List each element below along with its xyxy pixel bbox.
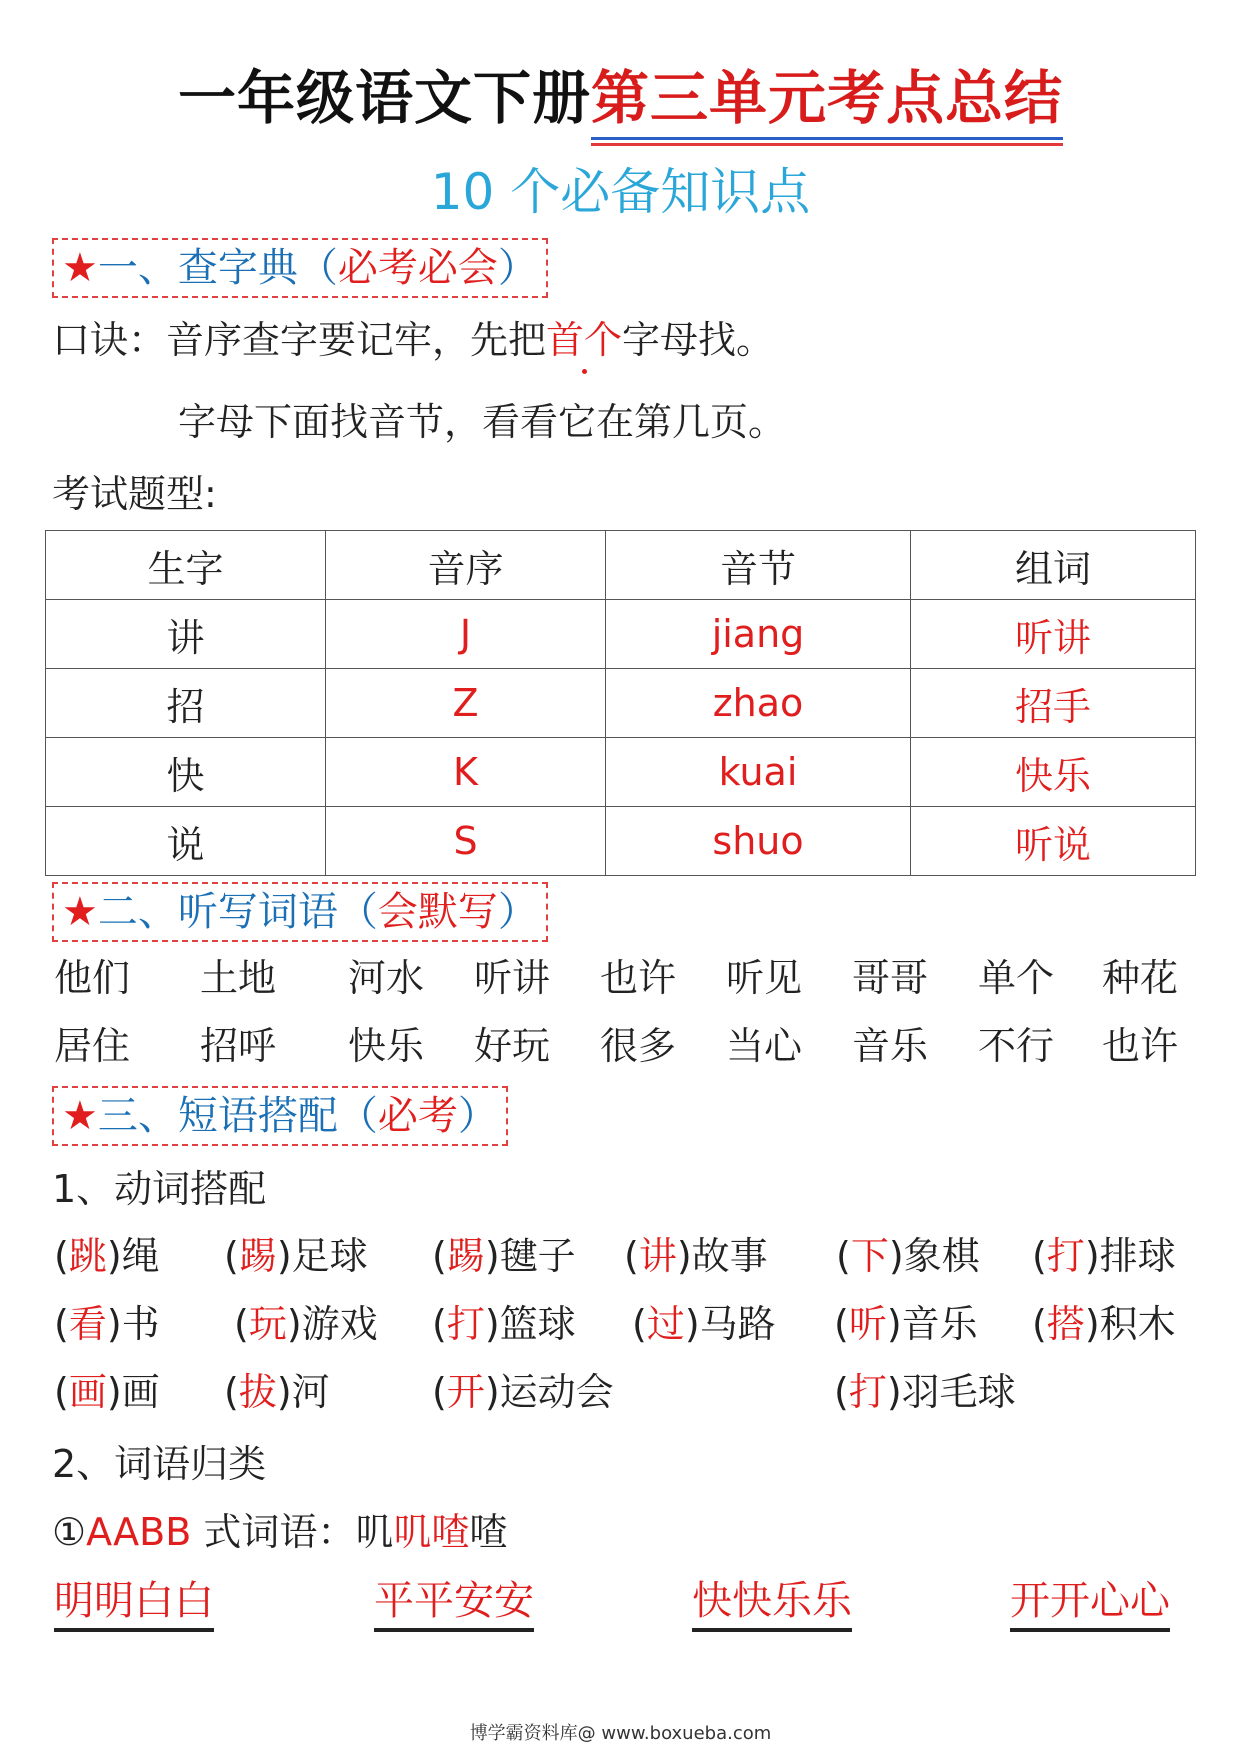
verb-object: 河 — [291, 1370, 330, 1414]
verb-object: 马路 — [699, 1302, 776, 1346]
rhyme-line1 — [52, 314, 774, 366]
paren-open: ( — [432, 1302, 447, 1346]
verb-object: 毽子 — [499, 1234, 576, 1278]
dictation-word: 当心 — [726, 1024, 803, 1068]
verb-answer: 拔 — [238, 1370, 277, 1414]
dictation-word: 听讲 — [474, 956, 551, 1000]
paren-open: ( — [632, 1302, 647, 1346]
table-cell: K — [326, 738, 606, 807]
verb-object: 书 — [121, 1302, 160, 1346]
table-cell: S — [326, 807, 606, 876]
dictation-word: 河水 — [348, 956, 425, 1000]
verb-phrase — [54, 1230, 160, 1282]
section1-paren-open: （ — [297, 245, 338, 291]
table-header: 组词 — [911, 531, 1196, 600]
verb-phrase — [432, 1298, 576, 1350]
table-cell: zhao — [606, 669, 911, 738]
section2-label: 二、听写词语 — [97, 889, 338, 935]
dictation-word: 招呼 — [200, 1024, 277, 1068]
paren-open: ( — [234, 1302, 249, 1346]
aabb-line — [52, 1506, 507, 1558]
paren-open: ( — [224, 1234, 239, 1278]
table-header-row — [46, 531, 1196, 600]
section3-label: 三、短语搭配 — [97, 1093, 338, 1139]
verb-object: 羽毛球 — [901, 1370, 1016, 1414]
section3-header — [52, 1086, 508, 1146]
verb-object: 足球 — [291, 1234, 368, 1278]
star-icon: ★ — [62, 245, 98, 291]
verb-phrase — [834, 1366, 1016, 1418]
word-classification-heading: 2、词语归类 — [52, 1442, 267, 1486]
paren-close: ) — [886, 1370, 902, 1414]
paren-open: ( — [834, 1302, 849, 1346]
section2-highlight: 会默写 — [377, 889, 498, 935]
verb-object: 音乐 — [901, 1302, 978, 1346]
verb-answer: 讲 — [638, 1234, 677, 1278]
table-row — [46, 738, 1196, 807]
table-header: 生字 — [46, 531, 326, 600]
section2-header — [52, 882, 548, 942]
verb-phrase — [432, 1230, 576, 1282]
verb-answer: 看 — [68, 1302, 107, 1346]
verb-object: 游戏 — [301, 1302, 378, 1346]
verb-answer: 踢 — [238, 1234, 277, 1278]
aabb-label: AABB — [86, 1510, 192, 1554]
verb-phrase — [1032, 1298, 1176, 1350]
table-cell: 听说 — [911, 807, 1196, 876]
paren-close: ) — [484, 1234, 500, 1278]
paren-open: ( — [1032, 1302, 1047, 1346]
verb-phrase — [54, 1298, 160, 1350]
verb-answer: 画 — [68, 1370, 107, 1414]
paren-open: ( — [54, 1234, 69, 1278]
verb-answer: 打 — [848, 1370, 887, 1414]
paren-open: ( — [54, 1302, 69, 1346]
verb-answer: 下 — [850, 1234, 889, 1278]
table-cell: 听讲 — [911, 600, 1196, 669]
rhyme-emphasis: 首个 — [546, 314, 622, 366]
dictation-word: 也许 — [600, 956, 677, 1000]
paren-close: ) — [106, 1370, 122, 1414]
paren-close: ) — [886, 1302, 902, 1346]
table-cell: 讲 — [46, 600, 326, 669]
title-part1: 一年级语文下册 — [177, 64, 591, 132]
paren-close: ) — [286, 1302, 302, 1346]
paren-close: ) — [1084, 1234, 1100, 1278]
dictation-word: 音乐 — [852, 1024, 929, 1068]
table-cell: 招 — [46, 669, 326, 738]
table-cell: jiang — [606, 600, 911, 669]
rhyme-suffix: 字母找。 — [622, 318, 775, 362]
dictation-word: 听见 — [726, 956, 803, 1000]
verb-answer: 玩 — [248, 1302, 287, 1346]
table-cell: 招手 — [911, 669, 1196, 738]
table-cell: J — [326, 600, 606, 669]
table-header: 音节 — [606, 531, 911, 600]
paren-open: ( — [224, 1370, 239, 1414]
paren-open: ( — [54, 1370, 69, 1414]
section1-header — [52, 238, 548, 298]
aabb-text: 式词语：叽 — [191, 1510, 394, 1554]
paren-open: ( — [836, 1234, 851, 1278]
dictation-word: 很多 — [600, 1024, 677, 1068]
verb-answer: 听 — [848, 1302, 887, 1346]
verb-answer: 打 — [1046, 1234, 1085, 1278]
aabb-word: 快快乐乐 — [692, 1574, 852, 1628]
verb-phrase — [836, 1230, 980, 1282]
aabb-word: 开开心心 — [1010, 1574, 1170, 1628]
dictation-word: 好玩 — [474, 1024, 551, 1068]
paren-open: ( — [432, 1234, 447, 1278]
rhyme-prefix: 口诀：音序查字要记牢，先把 — [52, 318, 547, 362]
aabb-prefix: ① — [52, 1510, 87, 1554]
section2-paren-open: （ — [337, 889, 378, 935]
dictation-word: 也许 — [1102, 1024, 1179, 1068]
verb-phrase — [432, 1366, 614, 1418]
verb-phrase — [624, 1230, 768, 1282]
star-icon: ★ — [62, 889, 98, 935]
table-cell: shuo — [606, 807, 911, 876]
aabb-word: 平平安安 — [374, 1574, 534, 1628]
paren-close: ) — [1084, 1302, 1100, 1346]
paren-open: ( — [834, 1370, 849, 1414]
paren-close: ) — [276, 1370, 292, 1414]
paren-close: ) — [888, 1234, 904, 1278]
verb-phrase — [1032, 1230, 1176, 1282]
star-icon: ★ — [62, 1093, 98, 1139]
verb-phrase — [224, 1230, 368, 1282]
table-cell: 快 — [46, 738, 326, 807]
aabb-emphasis: 叽喳 — [393, 1510, 470, 1554]
dictation-word: 快乐 — [348, 1024, 425, 1068]
verb-phrase — [54, 1366, 160, 1418]
paren-close: ) — [276, 1234, 292, 1278]
aabb-word: 明明白白 — [54, 1574, 214, 1628]
verb-answer: 跳 — [68, 1234, 107, 1278]
section2-paren-close: ） — [497, 889, 538, 935]
verb-object: 画 — [121, 1370, 160, 1414]
paren-close: ) — [676, 1234, 692, 1278]
section1-paren-close: ） — [497, 245, 538, 291]
table-row — [46, 600, 1196, 669]
table-cell: Z — [326, 669, 606, 738]
verb-phrase — [834, 1298, 978, 1350]
verb-answer: 搭 — [1046, 1302, 1085, 1346]
dictation-word: 单个 — [978, 956, 1055, 1000]
verb-phrase — [632, 1298, 776, 1350]
dictation-word: 土地 — [200, 956, 277, 1000]
verb-object: 绳 — [121, 1234, 160, 1278]
dictation-word: 不行 — [978, 1024, 1055, 1068]
title-part2: 第三单元考点总结 — [591, 58, 1063, 138]
table-cell: 说 — [46, 807, 326, 876]
aabb-end: 喳 — [469, 1510, 508, 1554]
verb-phrase — [224, 1366, 330, 1418]
table-cell: 快乐 — [911, 738, 1196, 807]
section3-paren-close: ） — [457, 1093, 498, 1139]
table-header: 音序 — [326, 531, 606, 600]
page-title — [0, 58, 1241, 138]
verb-phrase — [234, 1298, 378, 1350]
verb-object: 篮球 — [499, 1302, 576, 1346]
rhyme-line2: 字母下面找音节，看看它在第几页。 — [178, 400, 787, 444]
footer-watermark: 博学霸资料库@ www.boxueba.com — [469, 1723, 772, 1744]
section3-highlight: 必考 — [377, 1093, 458, 1139]
section3-paren-open: （ — [337, 1093, 378, 1139]
verb-collocation-heading: 1、动词搭配 — [52, 1167, 267, 1211]
exam-label: 考试题型: — [52, 472, 217, 516]
table-cell: kuai — [606, 738, 911, 807]
verb-object: 故事 — [691, 1234, 768, 1278]
section1-label: 一、查字典 — [97, 245, 298, 291]
verb-answer: 踢 — [446, 1234, 485, 1278]
paren-close: ) — [106, 1234, 122, 1278]
table-row — [46, 807, 1196, 876]
dictation-word: 居住 — [54, 1024, 131, 1068]
table-row — [46, 669, 1196, 738]
paren-close: ) — [684, 1302, 700, 1346]
verb-object: 象棋 — [903, 1234, 980, 1278]
verb-answer: 过 — [646, 1302, 685, 1346]
section1-highlight: 必考必会 — [337, 245, 498, 291]
verb-answer: 打 — [446, 1302, 485, 1346]
lookup-table — [45, 530, 1196, 876]
dictation-word: 他们 — [54, 956, 131, 1000]
paren-close: ) — [484, 1302, 500, 1346]
verb-object: 排球 — [1099, 1234, 1176, 1278]
paren-open: ( — [1032, 1234, 1047, 1278]
page-subtitle: 10 个必备知识点 — [430, 163, 811, 221]
dictation-word: 哥哥 — [852, 956, 929, 1000]
verb-object: 运动会 — [499, 1370, 614, 1414]
verb-object: 积木 — [1099, 1302, 1176, 1346]
verb-answer: 开 — [446, 1370, 485, 1414]
paren-open: ( — [432, 1370, 447, 1414]
dictation-word: 种花 — [1102, 956, 1179, 1000]
paren-open: ( — [624, 1234, 639, 1278]
paren-close: ) — [106, 1302, 122, 1346]
paren-close: ) — [484, 1370, 500, 1414]
